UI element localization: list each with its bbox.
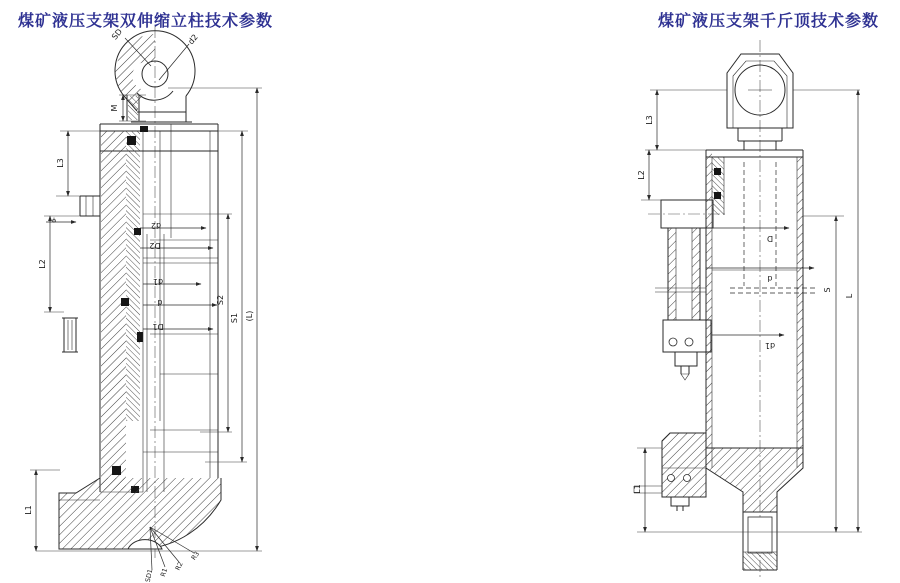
base-foot: [59, 478, 221, 583]
dim-label-L-total: (L): [245, 310, 254, 322]
dim-label-dia-d2: d2: [150, 221, 162, 230]
dim-label-top-d2: d2: [186, 32, 200, 47]
dim-label-dia-d1: d1: [152, 277, 164, 286]
dim-label-L2: L2: [38, 259, 47, 269]
neck-thread: [110, 95, 192, 122]
dim-label-base-SD1: SD1: [143, 568, 155, 583]
dim-label-dia-D1: D1: [152, 322, 164, 331]
dim-label-port-phi: φ: [51, 217, 57, 225]
mid-wall-hatch: [126, 131, 140, 421]
dim-label-dia-d: d: [157, 298, 163, 307]
dim-label-sphere-SD: SD: [110, 27, 125, 42]
rod-bore: [748, 517, 772, 553]
dim-label-S1: S1: [230, 312, 239, 324]
dim-label-base-R2: R2: [173, 560, 185, 572]
dim-label-base-R3: R3: [189, 550, 202, 562]
dim-label-right-D: D: [766, 234, 774, 243]
dim-label-L3: L3: [56, 158, 65, 168]
dim-label-S2: S2: [216, 294, 225, 306]
side-plate: [62, 318, 78, 352]
dim-label-right-S: S: [823, 287, 832, 293]
left-drawing-double-telescopic-prop: [24, 26, 262, 583]
dim-label-thread-M: M: [110, 104, 119, 112]
dim-label-right-L3: L3: [645, 115, 654, 125]
dim-label-dia-D2: D2: [149, 241, 161, 250]
left-diameter-dimensions: [140, 221, 217, 331]
dim-label-right-d: d: [767, 274, 773, 283]
left-panel-title: 煤矿液压支架双伸缩立柱技术参数: [18, 13, 274, 30]
jack-cylinder-body: [706, 150, 815, 468]
right-drawing-hydraulic-jack: [633, 40, 862, 578]
side-tube: [648, 200, 726, 380]
dim-label-right-L: L: [845, 293, 854, 299]
dim-label-right-L2: L2: [637, 170, 646, 180]
dim-label-right-d1: d1: [764, 341, 776, 350]
right-panel-title: 煤矿液压支架千斤顶技术参数: [658, 13, 880, 30]
port-block: [46, 196, 100, 225]
outer-wall-hatch: [101, 131, 126, 490]
gland-hatch: [712, 157, 724, 215]
bottom-cap-and-rod: [706, 448, 803, 570]
dim-label-base-R1: R1: [158, 567, 170, 578]
dim-label-right-L1: L1: [633, 484, 642, 494]
prop-cylinder-body: [100, 124, 218, 493]
dim-label-L1: L1: [24, 505, 33, 515]
